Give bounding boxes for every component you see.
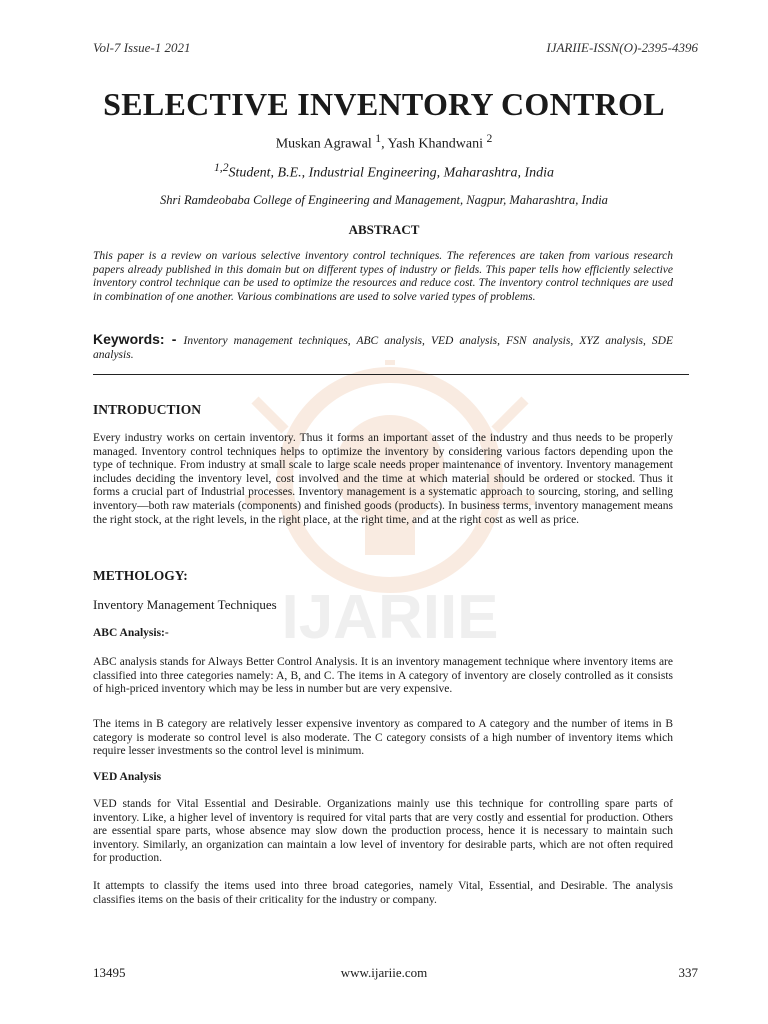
keywords-label: Keywords: - (93, 331, 184, 347)
journal-volume: Vol-7 Issue-1 2021 (93, 40, 191, 55)
footer-page-number: 337 (678, 965, 698, 980)
author-1: Muskan Agrawal (275, 136, 376, 152)
author-2: Yash Khandwani (387, 136, 487, 152)
abc-heading: ABC Analysis:- (93, 627, 169, 639)
keywords-text: Inventory management techniques, ABC analysis, VED analysis, FSN analysis, XYZ analysis, SDE analysis. (93, 335, 674, 361)
college: Shri Ramdeobaba College of Engineering and Management, Nagpur, Maharashtra, India (160, 193, 608, 207)
journal-issn: IJARIIE-ISSN(O)-2395-4396 (546, 40, 698, 55)
author-separator: , (381, 136, 388, 152)
authors (0, 132, 768, 153)
ved-paragraph-1: VED stands for Vital Essential and Desirable. Organizations mainly use this technique for controlling spare parts of inventory. Like, a higher level of inventory is required for vital parts that are very costly and essential for production. Others are essential spare parts, whose absence may slow down the production process, hence it is necessary to maintain such inventory. Similarly, an organization can maintain a low level of inventory for desirable parts, which are not often required for production. (93, 798, 673, 865)
abc-paragraph-1: ABC analysis stands for Always Better Control Analysis. It is an inventory management technique where inventory items are classified into three categories namely: A, B, and C. The items in A category of inventory are closely controlled as it consists of high-priced inventory which may be less in number but are very expensive. (93, 656, 673, 696)
ved-heading: VED Analysis (93, 771, 162, 783)
footer-website: www.ijariie.com (340, 965, 428, 980)
keywords (93, 333, 673, 362)
affiliation-text: Student, B.E., Industrial Engineering, Maharashtra, India (228, 165, 555, 181)
watermark-text: IJARIIE (281, 583, 499, 652)
affiliation-sup: 1,2 (213, 161, 229, 174)
methodology-subheading: Inventory Management Techniques (93, 597, 277, 612)
introduction-text: Every industry works on certain inventory. Thus it forms an important asset of the industry and thus needs to be properly managed. Inventory control techniques helps to optimize the inventory by considering various factors depending upon the type of technique. From industry at small scale to large scale needs proper maintenance of inventory. Inventory management includes deciding the inventory level, cost involved and the time at which material should be ordered or stocked. Thus it forms a crucial part of Industrial processes. Inventory management is a systematic approach to sourcing, storing, and selling inventory—both raw materials (components) and finished goods (products). In business terms, inventory management means the right stock, at the right levels, in the right place, at the right time, and at the right cost as well as price. (93, 432, 673, 526)
abstract-text: This paper is a review on various selective inventory control techniques. The references are taken from various research papers already published in this domain but on different types of industry or fields. This paper tells how efficiently selective inventory control technique can be used to optimize the resources and reduce cost. The inventory control techniques are used in combination of one another. Various combinations are used to solve varied types of problems. (93, 250, 673, 303)
affiliation (0, 161, 768, 182)
paper-title: SELECTIVE INVENTORY CONTROL (103, 86, 665, 122)
footer-paper-id: 13495 (93, 965, 126, 980)
ved-paragraph-2: It attempts to classify the items used into three broad categories, namely Vital, Essential, and Desirable. The analysis classifies items on the basis of their criticality for the industry or company. (93, 880, 673, 906)
section-divider (93, 374, 689, 375)
author-1-sup: 1 (375, 132, 382, 145)
abc-paragraph-2: The items in B category are relatively lesser expensive inventory as compared to A category and the number of items in B category is moderate so control level is also moderate. The C category consists of a high number of inventory items which require lesser investments so the control level is minimum. (93, 718, 673, 758)
introduction-heading: INTRODUCTION (93, 402, 202, 417)
abstract-heading: ABSTRACT (348, 222, 420, 237)
author-2-sup: 2 (486, 132, 493, 145)
methodology-heading: METHOLOGY: (93, 568, 188, 583)
